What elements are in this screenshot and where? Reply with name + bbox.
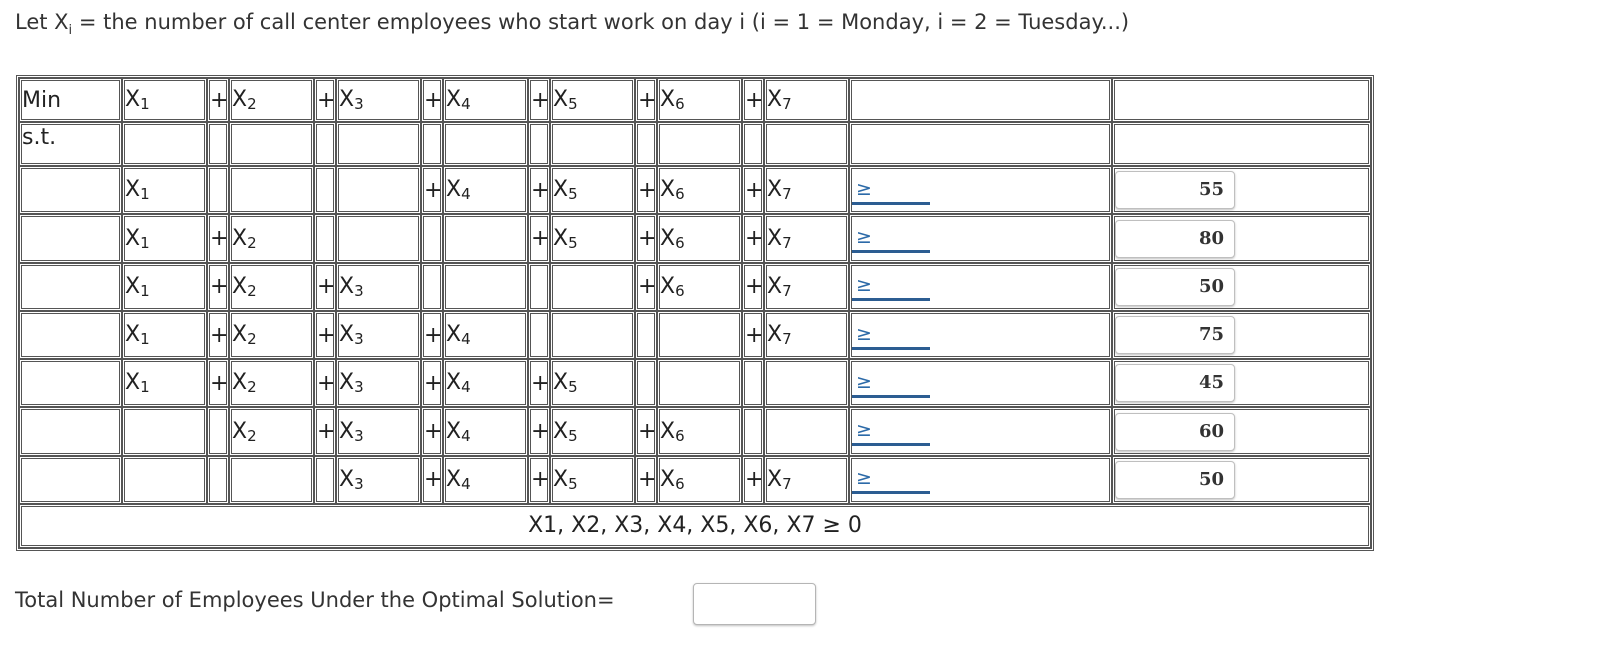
plus-sign: + bbox=[210, 87, 229, 113]
operator-cell bbox=[528, 263, 550, 311]
plus-sign: + bbox=[531, 419, 550, 444]
variable-letter: X bbox=[232, 273, 248, 299]
rhs-cell bbox=[1112, 456, 1371, 504]
operator-cell bbox=[314, 78, 336, 122]
operator-cell bbox=[742, 263, 764, 311]
operator-cell bbox=[635, 166, 657, 214]
operator-cell bbox=[528, 78, 550, 122]
rhs-cell bbox=[1112, 407, 1371, 455]
operator-cell bbox=[207, 311, 229, 359]
plus-sign: + bbox=[210, 274, 229, 300]
constraint-variable bbox=[443, 311, 528, 359]
operator-cell bbox=[421, 456, 443, 504]
operator-cell bbox=[528, 311, 550, 359]
constraint-variable bbox=[764, 263, 849, 311]
relation-select[interactable]: ≥ bbox=[852, 178, 930, 205]
variable-index: 5 bbox=[568, 95, 578, 114]
rhs-value-field[interactable]: 75 bbox=[1115, 316, 1235, 354]
variable-index: 4 bbox=[461, 378, 471, 397]
constraint-variable bbox=[764, 359, 849, 407]
plus-sign: + bbox=[424, 177, 443, 203]
empty-cell bbox=[528, 122, 550, 166]
operator-cell bbox=[635, 78, 657, 122]
variable-letter: X bbox=[125, 322, 141, 347]
variable-index: 7 bbox=[782, 281, 792, 300]
empty-cell bbox=[635, 122, 657, 166]
row-label-cell bbox=[19, 311, 122, 359]
variable-letter: X bbox=[767, 273, 783, 299]
empty-cell bbox=[764, 122, 849, 166]
operator-cell bbox=[742, 311, 764, 359]
relation-cell bbox=[849, 122, 1112, 166]
constraint-variable bbox=[336, 166, 421, 214]
constraint-variable bbox=[229, 359, 314, 407]
operator-cell bbox=[421, 407, 443, 455]
relation-cell bbox=[849, 359, 1112, 407]
relation-cell bbox=[849, 456, 1112, 504]
variable-letter: X bbox=[446, 370, 462, 396]
operator-cell bbox=[421, 263, 443, 311]
empty-cell bbox=[443, 122, 528, 166]
variable-letter: X bbox=[446, 177, 462, 203]
variable-index: 3 bbox=[354, 281, 364, 300]
relation-cell bbox=[849, 407, 1112, 455]
constraint-variable bbox=[229, 263, 314, 311]
variable-index: 2 bbox=[247, 330, 257, 348]
constraint-variable bbox=[764, 311, 849, 359]
operator-cell bbox=[314, 263, 336, 311]
objective-variable bbox=[229, 78, 314, 122]
variable-letter: X bbox=[660, 273, 676, 299]
constraint-variable bbox=[336, 456, 421, 504]
variable-index: 3 bbox=[354, 330, 364, 348]
plus-sign: + bbox=[210, 370, 229, 396]
relation-cell bbox=[849, 311, 1112, 359]
plus-sign: + bbox=[531, 226, 550, 251]
constraint-variable bbox=[229, 407, 314, 455]
variable-index: 1 bbox=[140, 95, 150, 114]
operator-cell bbox=[314, 359, 336, 407]
plus-sign: + bbox=[424, 322, 443, 348]
operator-cell bbox=[314, 166, 336, 214]
operator-cell bbox=[528, 407, 550, 455]
constraint-variable bbox=[336, 214, 421, 262]
plus-sign: + bbox=[638, 177, 657, 203]
variable-letter: X bbox=[446, 418, 462, 444]
constraint-variable bbox=[229, 456, 314, 504]
plus-sign: + bbox=[317, 274, 336, 300]
variable-letter: X bbox=[232, 418, 248, 444]
plus-sign: + bbox=[531, 87, 550, 113]
operator-cell bbox=[635, 263, 657, 311]
variable-index: 4 bbox=[461, 330, 471, 348]
variable-letter: X bbox=[767, 177, 783, 203]
variable-letter: X bbox=[553, 177, 569, 203]
objective-variable bbox=[657, 78, 742, 122]
empty-cell bbox=[742, 122, 764, 166]
constraint-variable bbox=[550, 407, 635, 455]
variable-index: 6 bbox=[675, 95, 685, 114]
variable-index: 6 bbox=[675, 281, 685, 300]
constraint-variable bbox=[336, 263, 421, 311]
variable-index: 2 bbox=[247, 281, 257, 300]
rhs-value-field[interactable]: 50 bbox=[1115, 268, 1235, 306]
lp-model-table bbox=[16, 75, 1374, 551]
constraint-variable bbox=[443, 166, 528, 214]
constraint-variable bbox=[764, 214, 849, 262]
constraint-variable bbox=[443, 359, 528, 407]
variable-index: 4 bbox=[461, 95, 471, 114]
plus-sign: + bbox=[745, 177, 764, 203]
relation-select[interactable]: ≥ bbox=[852, 274, 930, 301]
operator-cell bbox=[207, 359, 229, 407]
operator-cell bbox=[742, 359, 764, 407]
plus-sign: + bbox=[638, 419, 657, 444]
variable-letter: X bbox=[553, 466, 569, 492]
nonnegativity-constraint: X1, X2, X3, X4, X5, X6, X7 ≥ 0 bbox=[19, 504, 1371, 548]
objective-variable bbox=[764, 78, 849, 122]
constraint-variable bbox=[550, 214, 635, 262]
total-employees-label: Total Number of Employees Under the Optimal Solution= bbox=[15, 588, 615, 612]
constraint-variable bbox=[122, 166, 207, 214]
min-label: Min bbox=[19, 78, 122, 122]
constraint-row bbox=[19, 311, 1371, 359]
constraint-variable bbox=[443, 456, 528, 504]
variable-index: 6 bbox=[675, 233, 685, 252]
variable-letter: X bbox=[339, 322, 355, 347]
plus-sign: + bbox=[531, 177, 550, 203]
rhs-value-field[interactable]: 45 bbox=[1115, 364, 1235, 402]
variable-index: 4 bbox=[461, 474, 471, 493]
operator-cell bbox=[635, 214, 657, 262]
constraint-variable bbox=[657, 407, 742, 455]
constraint-variable bbox=[657, 214, 742, 262]
plus-sign: + bbox=[210, 322, 229, 348]
rhs-value-field[interactable]: 80 bbox=[1115, 220, 1235, 258]
variable-letter: X bbox=[767, 466, 783, 492]
rhs-cell bbox=[1112, 122, 1371, 166]
objective-variable bbox=[550, 78, 635, 122]
constraint-variable bbox=[122, 407, 207, 455]
operator-cell bbox=[421, 214, 443, 262]
variable-index: 7 bbox=[782, 330, 792, 348]
row-label-cell bbox=[19, 407, 122, 455]
operator-cell bbox=[635, 359, 657, 407]
plus-sign: + bbox=[745, 467, 764, 493]
variable-index: 6 bbox=[675, 426, 685, 445]
constraint-variable bbox=[657, 166, 742, 214]
constraint-variable bbox=[550, 359, 635, 407]
variable-letter: X bbox=[339, 418, 355, 444]
constraint-row bbox=[19, 359, 1371, 407]
constraint-variable bbox=[443, 214, 528, 262]
constraint-variable bbox=[229, 166, 314, 214]
rhs-value-field[interactable]: 60 bbox=[1115, 413, 1235, 451]
operator-cell bbox=[421, 359, 443, 407]
operator-cell bbox=[742, 456, 764, 504]
nonnegativity-row bbox=[19, 504, 1371, 548]
constraint-row bbox=[19, 263, 1371, 311]
operator-cell bbox=[635, 311, 657, 359]
variable-letter: X bbox=[660, 225, 676, 251]
operator-cell bbox=[742, 78, 764, 122]
variable-index: 4 bbox=[461, 426, 471, 445]
objective-row bbox=[19, 78, 1371, 122]
constraint-variable bbox=[122, 311, 207, 359]
relation-cell bbox=[849, 214, 1112, 262]
operator-cell bbox=[207, 214, 229, 262]
operator-cell bbox=[421, 311, 443, 359]
problem-statement: Let $X_i$ = the number of call center employees who start work on day i (i = 1 = Monday, i = 2 = Tuesday...) bbox=[15, 10, 1130, 39]
variable-letter: X bbox=[446, 466, 462, 492]
constraint-row bbox=[19, 214, 1371, 262]
rhs-cell bbox=[1112, 359, 1371, 407]
operator-cell bbox=[207, 78, 229, 122]
empty-cell bbox=[207, 122, 229, 166]
variable-index: 1 bbox=[140, 185, 150, 204]
variable-letter: X bbox=[660, 87, 676, 113]
constraint-row bbox=[19, 166, 1371, 214]
operator-cell bbox=[528, 359, 550, 407]
variable-letter: X bbox=[553, 418, 569, 444]
subject-to-label: s.t. bbox=[19, 122, 122, 166]
variable-letter: X bbox=[232, 322, 248, 347]
constraint-variable bbox=[122, 263, 207, 311]
variable-letter: X bbox=[339, 87, 355, 113]
operator-cell bbox=[635, 456, 657, 504]
rhs-value-field[interactable]: 55 bbox=[1115, 171, 1235, 209]
constraint-variable bbox=[443, 407, 528, 455]
constraint-variable bbox=[657, 311, 742, 359]
variable-letter: X bbox=[125, 225, 141, 251]
operator-cell bbox=[314, 214, 336, 262]
constraint-variable bbox=[229, 214, 314, 262]
operator-cell bbox=[314, 456, 336, 504]
rhs-cell bbox=[1112, 78, 1371, 122]
plus-sign: + bbox=[745, 226, 764, 251]
empty-cell bbox=[314, 122, 336, 166]
variable-index: 7 bbox=[782, 185, 792, 204]
row-label-cell bbox=[19, 359, 122, 407]
variable-index: 5 bbox=[568, 426, 578, 445]
variable-index: 5 bbox=[568, 185, 578, 204]
variable-letter: X bbox=[232, 225, 248, 251]
operator-cell bbox=[207, 456, 229, 504]
plus-sign: + bbox=[745, 322, 764, 348]
constraint-variable bbox=[122, 214, 207, 262]
empty-cell bbox=[421, 122, 443, 166]
empty-cell bbox=[336, 122, 421, 166]
row-label-cell bbox=[19, 263, 122, 311]
variable-index: 4 bbox=[461, 185, 471, 204]
variable-index: 7 bbox=[782, 474, 792, 493]
plus-sign: + bbox=[210, 226, 229, 251]
constraint-variable bbox=[122, 456, 207, 504]
operator-cell bbox=[421, 166, 443, 214]
constraint-variable bbox=[336, 407, 421, 455]
operator-cell bbox=[207, 263, 229, 311]
plus-sign: + bbox=[424, 419, 443, 444]
variable-letter: X bbox=[339, 370, 355, 396]
variable-letter: X bbox=[232, 370, 248, 396]
variable-index: 2 bbox=[247, 233, 257, 252]
operator-cell bbox=[528, 456, 550, 504]
empty-cell bbox=[550, 122, 635, 166]
variable-letter: X bbox=[125, 273, 141, 299]
operator-cell bbox=[742, 214, 764, 262]
total-employees-input[interactable] bbox=[693, 583, 816, 625]
variable-letter: X bbox=[767, 322, 783, 347]
row-label-cell bbox=[19, 166, 122, 214]
constraint-variable bbox=[550, 311, 635, 359]
variable-letter: X bbox=[553, 87, 569, 113]
relation-select[interactable]: ≥ bbox=[852, 323, 930, 350]
constraint-variable bbox=[764, 166, 849, 214]
constraint-variable bbox=[764, 407, 849, 455]
constraint-variable bbox=[550, 166, 635, 214]
operator-cell bbox=[528, 214, 550, 262]
operator-cell bbox=[528, 166, 550, 214]
variable-letter: X bbox=[125, 370, 141, 396]
variable-index: 3 bbox=[354, 95, 364, 114]
variable-index: 1 bbox=[140, 378, 150, 397]
variable-index: 3 bbox=[354, 378, 364, 397]
relation-select[interactable]: ≥ bbox=[852, 419, 930, 446]
variable-letter: X bbox=[446, 322, 462, 347]
variable-index: 2 bbox=[247, 378, 257, 397]
constraint-variable bbox=[550, 263, 635, 311]
plus-sign: + bbox=[745, 87, 764, 113]
variable-index: 5 bbox=[568, 474, 578, 493]
relation-select[interactable]: ≥ bbox=[852, 467, 930, 494]
relation-select[interactable]: ≥ bbox=[852, 226, 930, 253]
variable-letter: X bbox=[232, 87, 248, 113]
variable-letter: X bbox=[446, 87, 462, 113]
variable-index: 7 bbox=[782, 233, 792, 252]
plus-sign: + bbox=[531, 370, 550, 396]
constraint-variable bbox=[764, 456, 849, 504]
objective-variable bbox=[443, 78, 528, 122]
variable-index: 2 bbox=[247, 426, 257, 445]
plus-sign: + bbox=[638, 226, 657, 251]
rhs-cell bbox=[1112, 263, 1371, 311]
variable-index: 3 bbox=[354, 426, 364, 445]
plus-sign: + bbox=[317, 419, 336, 444]
empty-cell bbox=[657, 122, 742, 166]
operator-cell bbox=[207, 166, 229, 214]
relation-cell bbox=[849, 78, 1112, 122]
variable-index: 2 bbox=[247, 95, 257, 114]
relation-cell bbox=[849, 166, 1112, 214]
variable-index: 1 bbox=[140, 281, 150, 300]
plus-sign: + bbox=[317, 322, 336, 348]
operator-cell bbox=[314, 311, 336, 359]
variable-index: 6 bbox=[675, 185, 685, 204]
operator-cell bbox=[421, 78, 443, 122]
constraint-row bbox=[19, 407, 1371, 455]
rhs-value-field[interactable]: 50 bbox=[1115, 461, 1235, 499]
variable-letter: X bbox=[660, 177, 676, 203]
plus-sign: + bbox=[638, 87, 657, 113]
rhs-cell bbox=[1112, 166, 1371, 214]
variable-index: 6 bbox=[675, 474, 685, 493]
subject-to-row bbox=[19, 122, 1371, 166]
variable-index: 3 bbox=[354, 474, 364, 493]
operator-cell bbox=[742, 407, 764, 455]
variable-letter: X bbox=[767, 225, 783, 251]
constraint-variable bbox=[657, 359, 742, 407]
plus-sign: + bbox=[745, 274, 764, 300]
operator-cell bbox=[207, 407, 229, 455]
objective-variable bbox=[122, 78, 207, 122]
relation-cell bbox=[849, 263, 1112, 311]
constraint-row bbox=[19, 456, 1371, 504]
plus-sign: + bbox=[424, 370, 443, 396]
constraint-variable bbox=[657, 263, 742, 311]
plus-sign: + bbox=[531, 467, 550, 493]
empty-cell bbox=[229, 122, 314, 166]
plus-sign: + bbox=[317, 370, 336, 396]
objective-variable bbox=[336, 78, 421, 122]
rhs-cell bbox=[1112, 311, 1371, 359]
variable-index: 1 bbox=[140, 233, 150, 252]
operator-cell bbox=[314, 407, 336, 455]
empty-cell bbox=[122, 122, 207, 166]
constraint-variable bbox=[122, 359, 207, 407]
row-label-cell bbox=[19, 214, 122, 262]
variable-letter: X bbox=[339, 466, 355, 492]
rhs-cell bbox=[1112, 214, 1371, 262]
constraint-variable bbox=[336, 311, 421, 359]
operator-cell bbox=[742, 166, 764, 214]
variable-letter: X bbox=[553, 225, 569, 251]
variable-letter: X bbox=[660, 466, 676, 492]
relation-select[interactable]: ≥ bbox=[852, 371, 930, 398]
variable-letter: X bbox=[339, 273, 355, 299]
plus-sign: + bbox=[317, 87, 336, 113]
variable-letter: X bbox=[660, 418, 676, 444]
operator-cell bbox=[635, 407, 657, 455]
variable-letter: X bbox=[125, 87, 141, 113]
constraint-variable bbox=[657, 456, 742, 504]
constraint-variable bbox=[336, 359, 421, 407]
variable-letter: X bbox=[767, 87, 783, 113]
constraint-variable bbox=[229, 311, 314, 359]
constraint-variable bbox=[443, 263, 528, 311]
plus-sign: + bbox=[638, 274, 657, 300]
row-label-cell bbox=[19, 456, 122, 504]
variable-index: 5 bbox=[568, 233, 578, 252]
variable-letter: X bbox=[553, 370, 569, 396]
plus-sign: + bbox=[424, 467, 443, 493]
constraint-variable bbox=[550, 456, 635, 504]
variable-index: 1 bbox=[140, 330, 150, 348]
variable-index: 7 bbox=[782, 95, 792, 114]
variable-letter: X bbox=[125, 177, 141, 203]
variable-index: 5 bbox=[568, 378, 578, 397]
plus-sign: + bbox=[638, 467, 657, 493]
plus-sign: + bbox=[424, 87, 443, 113]
